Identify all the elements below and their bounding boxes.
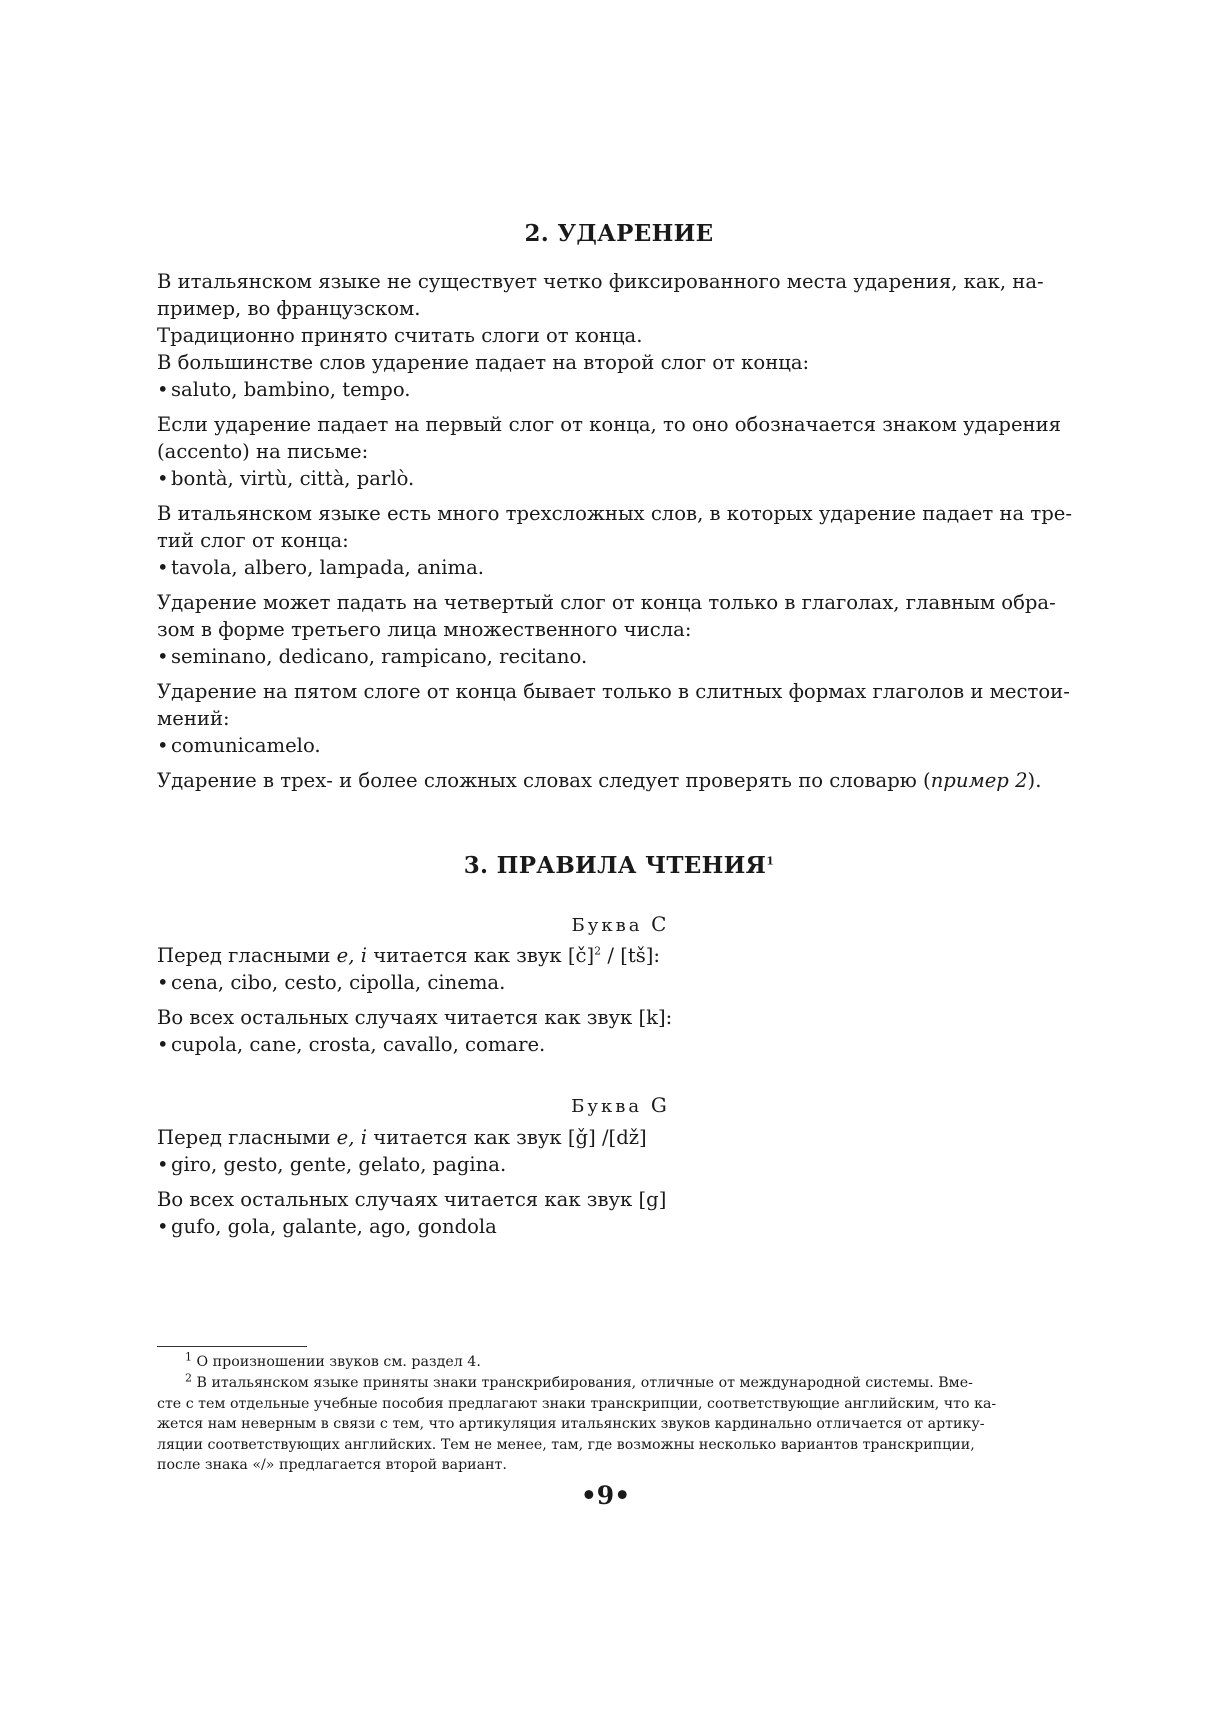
text-line: В большинстве слов ударение падает на второй слог от конца: bbox=[157, 351, 810, 374]
text-line: пример, во французском. bbox=[157, 297, 421, 320]
vowels-italic: e, i bbox=[336, 944, 367, 967]
example-text: cena, cibo, cesto, cipolla, cinema. bbox=[171, 971, 506, 994]
example-item bbox=[157, 465, 414, 492]
example-text: cupola, cane, crosta, cavallo, comare. bbox=[171, 1033, 546, 1056]
text-line: Если ударение падает на первый слог от конца, то оно обозначается знаком ударения bbox=[157, 413, 1062, 436]
footnote-line bbox=[157, 1373, 1081, 1394]
footnote-line: сте с тем отдельные учебные пособия предлагают знаки транскрипции, соответствующие английским, что ка- bbox=[157, 1395, 997, 1412]
heading-prefix: Буква bbox=[571, 915, 643, 936]
footnote-ref: 1 bbox=[766, 854, 775, 868]
example-item bbox=[157, 1031, 545, 1058]
example-item bbox=[157, 1213, 497, 1240]
text-line: Во всех остальных случаях читается как звук [g] bbox=[157, 1188, 667, 1211]
text-line bbox=[157, 767, 1081, 794]
bullet-icon: • bbox=[157, 971, 169, 994]
example-item bbox=[157, 732, 321, 759]
paragraph bbox=[157, 268, 1081, 322]
heading-letter: G bbox=[650, 1093, 667, 1117]
bullet-icon: • bbox=[157, 1153, 169, 1176]
text-fragment: Перед гласными bbox=[157, 944, 337, 967]
footnote-line: жется нам неверным в связи с тем, что артикуляция итальянских звуков кардинально отличается от артику- bbox=[157, 1416, 985, 1432]
text-line: тий слог от конца: bbox=[157, 529, 349, 552]
footnote-2 bbox=[157, 1373, 1081, 1476]
footnote-text: В итальянском языке приняты знаки транскрибирования, отличные от международной системы. Вме- bbox=[196, 1375, 973, 1391]
example-item bbox=[157, 643, 587, 670]
example-text: tavola, albero, lampada, anima. bbox=[171, 556, 485, 579]
text-line bbox=[157, 942, 1081, 969]
paragraph bbox=[157, 767, 1081, 794]
text-fragment: ). bbox=[1027, 769, 1042, 792]
bullet-icon: • bbox=[580, 1481, 597, 1510]
bullet-icon: • bbox=[157, 467, 169, 490]
paragraph bbox=[157, 500, 1081, 554]
bullet-icon: • bbox=[614, 1481, 631, 1510]
example-text: gufo, gola, galante, ago, gondola bbox=[171, 1215, 497, 1238]
text-line bbox=[157, 1124, 1081, 1151]
footnote-line: после знака «/» предлагается второй вариант. bbox=[157, 1457, 507, 1473]
text-line: В итальянском языке есть много трехсложных слов, в которых ударение падает на тре- bbox=[157, 502, 1072, 525]
bullet-icon: • bbox=[157, 378, 169, 401]
paragraph bbox=[157, 322, 1081, 349]
bullet-icon: • bbox=[157, 556, 169, 579]
text-fragment: Перед гласными bbox=[157, 1126, 337, 1149]
paragraph bbox=[157, 942, 1081, 969]
text-line: В итальянском языке не существует четко фиксированного места ударения, как, на- bbox=[157, 270, 1044, 293]
paragraph bbox=[157, 411, 1081, 465]
footnote-text: О произношении звуков см. раздел 4. bbox=[196, 1354, 481, 1370]
text-fragment: читается как звук [č] bbox=[367, 944, 595, 967]
example-item bbox=[157, 554, 484, 581]
footnote-ref: 2 bbox=[594, 944, 602, 958]
bullet-icon: • bbox=[157, 645, 169, 668]
paragraph bbox=[157, 1124, 1081, 1151]
text-line: мений: bbox=[157, 707, 230, 730]
text-line: Ударение может падать на четвертый слог от конца только в глаголах, главным обра- bbox=[157, 591, 1056, 614]
paragraph bbox=[157, 349, 1081, 376]
footnote-number: 1 bbox=[185, 1350, 192, 1364]
text-fragment: Ударение в трех- и более сложных словах следует проверять по словарю ( bbox=[157, 769, 931, 792]
example-item bbox=[157, 1151, 506, 1178]
example-text: comunicamelo. bbox=[171, 734, 321, 757]
text-fragment: читается как звук [ǧ] /[dž] bbox=[367, 1126, 647, 1149]
example-text: bontà, virtù, città, parlò. bbox=[171, 467, 415, 490]
text-line: Традиционно принято считать слоги от конца. bbox=[157, 324, 643, 347]
bullet-icon: • bbox=[157, 1033, 169, 1056]
example-item bbox=[157, 969, 505, 996]
bullet-icon: • bbox=[157, 1215, 169, 1238]
section-3-title bbox=[157, 852, 1081, 879]
paragraph bbox=[157, 1004, 1081, 1031]
footnote-line: ляции соответствующих английских. Тем не менее, там, где возможны несколько вариантов транскрипции, bbox=[157, 1436, 975, 1453]
section-3-title-text: 3. ПРАВИЛА ЧТЕНИЯ bbox=[463, 852, 767, 879]
letter-c-heading bbox=[157, 912, 1081, 936]
paragraph bbox=[157, 1186, 1081, 1213]
paragraph bbox=[157, 589, 1081, 643]
text-fragment: / [tš]: bbox=[601, 944, 661, 967]
page-number-text: 9 bbox=[596, 1481, 615, 1510]
italic-reference: пример 2 bbox=[930, 769, 1028, 792]
footnote-number: 2 bbox=[185, 1371, 192, 1385]
example-item bbox=[157, 376, 411, 403]
heading-prefix: Буква bbox=[571, 1096, 643, 1117]
text-line: (accento) на письме: bbox=[157, 440, 369, 463]
section-2-title: 2. УДАРЕНИЕ bbox=[524, 220, 714, 247]
example-text: seminano, dedicano, rampicano, recitano. bbox=[171, 645, 588, 668]
letter-g-heading bbox=[157, 1093, 1081, 1117]
text-line: Во всех остальных случаях читается как звук [k]: bbox=[157, 1006, 673, 1029]
footnote-line bbox=[157, 1352, 1081, 1373]
text-line: зом в форме третьего лица множественного числа: bbox=[157, 618, 692, 641]
paragraph bbox=[157, 678, 1081, 732]
vowels-italic: e, i bbox=[336, 1126, 367, 1149]
page-number bbox=[0, 1481, 1211, 1510]
bullet-icon: • bbox=[157, 734, 169, 757]
example-text: giro, gesto, gente, gelato, pagina. bbox=[171, 1153, 507, 1176]
footnote-divider bbox=[157, 1346, 307, 1347]
footnote-1 bbox=[157, 1352, 1081, 1373]
heading-letter: C bbox=[651, 912, 667, 936]
example-text: saluto, bambino, tempo. bbox=[171, 378, 411, 401]
text-line: Ударение на пятом слоге от конца бывает только в слитных формах глаголов и местои- bbox=[157, 680, 1070, 703]
